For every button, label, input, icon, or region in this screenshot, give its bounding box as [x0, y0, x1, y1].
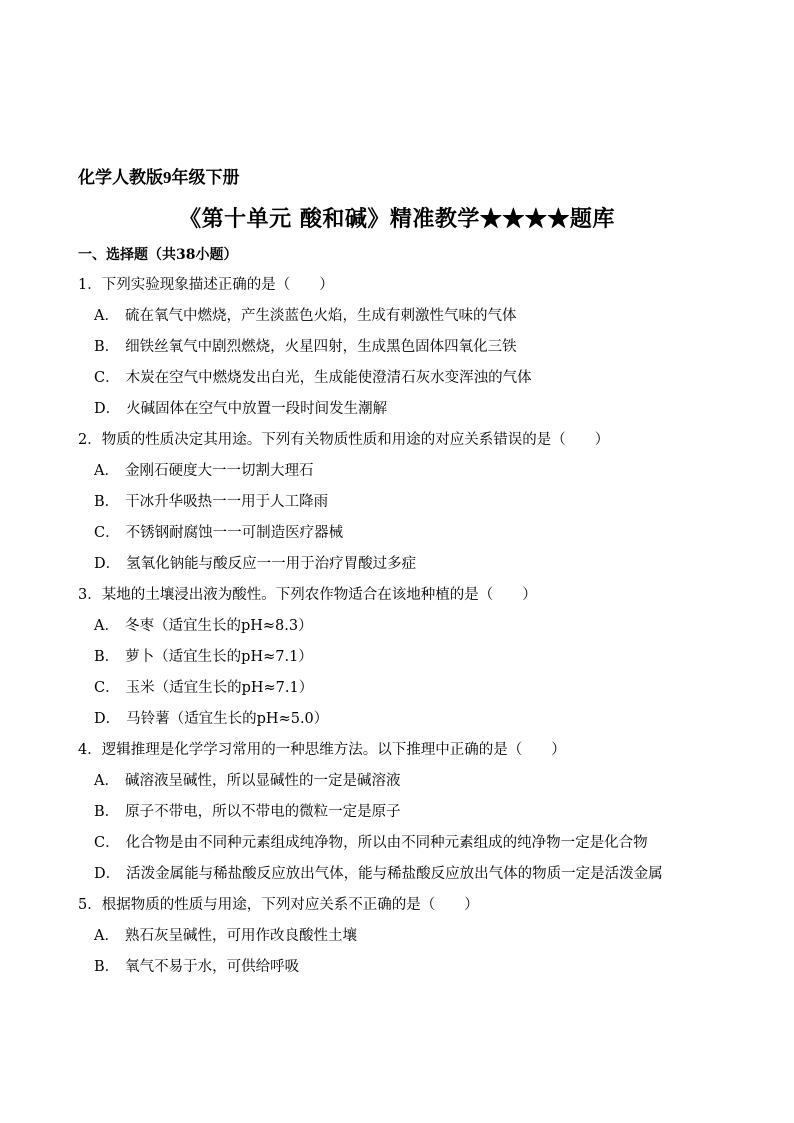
option-c — [78, 828, 738, 859]
option-a — [78, 766, 738, 797]
question-text: 下列实验现象描述正确的是（ ） — [101, 277, 334, 293]
option-text: 干冰升华吸热一一用于人工降雨 — [125, 494, 329, 510]
option-letter: A． — [94, 463, 119, 479]
question-text: 逻辑推理是化学学习常用的一种思维方法。以下推理中正确的是（ ） — [101, 742, 566, 758]
question-text: 物质的性质决定其用途。下列有关物质性质和用途的对应关系错误的是（ ） — [101, 432, 610, 448]
question-list — [78, 270, 738, 983]
option-a — [78, 921, 738, 952]
option-d — [78, 394, 738, 425]
question-stem — [78, 735, 738, 766]
option-letter: D． — [94, 711, 121, 727]
option-text: 玉米（适宜生长的pH≈7.1） — [125, 680, 314, 696]
option-text: 冬枣（适宜生长的pH≈8.3） — [124, 618, 313, 634]
question-1 — [78, 270, 738, 425]
section-heading: 一、选择题（共38小题） — [78, 247, 238, 263]
option-d — [78, 549, 738, 580]
question-stem — [78, 425, 738, 456]
question-2 — [78, 425, 738, 580]
option-b — [78, 332, 738, 363]
option-a — [78, 301, 738, 332]
question-stem — [78, 580, 738, 611]
question-stem — [78, 890, 738, 921]
question-number: 4． — [78, 742, 102, 758]
option-letter: C． — [94, 680, 120, 696]
option-text: 氢氧化钠能与酸反应一一用于治疗胃酸过多症 — [126, 556, 417, 572]
option-letter: B． — [94, 649, 120, 665]
question-text: 某地的土壤浸出液为酸性。下列农作物适合在该地种植的是（ ） — [101, 587, 537, 603]
option-b — [78, 797, 738, 828]
option-a — [78, 611, 738, 642]
option-text: 熟石灰呈碱性，可用作改良酸性土壤 — [124, 928, 357, 944]
option-text: 原子不带电，所以不带电的微粒一定是原子 — [125, 804, 401, 820]
question-3 — [78, 580, 738, 735]
option-c — [78, 518, 738, 549]
option-text: 金刚石硬度大一一切割大理石 — [124, 463, 314, 479]
option-c — [78, 673, 738, 704]
option-text: 细铁丝氧气中剧烈燃烧，火星四射，生成黑色固体四氧化三铁 — [125, 339, 517, 355]
option-letter: A． — [94, 308, 119, 324]
question-5 — [78, 890, 738, 983]
option-letter: A． — [94, 618, 119, 634]
option-d — [78, 859, 738, 890]
question-number: 1． — [78, 277, 102, 293]
question-text: 根据物质的性质与用途，下列对应关系不正确的是（ ） — [101, 897, 479, 913]
page-title: 《第十单元 酸和碱》精准教学★★★★题库 — [179, 206, 615, 232]
option-letter: B． — [94, 804, 120, 820]
option-text: 不锈钢耐腐蚀一一可制造医疗器械 — [125, 525, 344, 541]
option-text: 活泼金属能与稀盐酸反应放出气体，能与稀盐酸反应放出气体的物质一定是活泼金属 — [126, 866, 663, 882]
option-letter: C． — [94, 525, 120, 541]
option-text: 氧气不易于水，可供给呼吸 — [125, 959, 300, 975]
option-letter: D． — [94, 866, 121, 882]
option-letter: C． — [94, 370, 120, 386]
option-letter: C． — [94, 835, 120, 851]
question-number: 2． — [78, 432, 102, 448]
option-letter: A． — [94, 773, 119, 789]
option-a — [78, 456, 738, 487]
option-text: 马铃薯（适宜生长的pH≈5.0） — [126, 711, 329, 727]
option-text: 火碱固体在空气中放置一段时间发生潮解 — [126, 401, 388, 417]
option-b — [78, 952, 738, 983]
option-text: 木炭在空气中燃烧发出白光，生成能使澄清石灰水变浑浊的气体 — [125, 370, 532, 386]
question-4 — [78, 735, 738, 890]
option-letter: B． — [94, 959, 120, 975]
option-letter: D． — [94, 556, 121, 572]
question-number: 3． — [78, 587, 102, 603]
option-text: 硫在氧气中燃烧，产生淡蓝色火焰，生成有刺激性气味的气体 — [124, 308, 517, 324]
option-b — [78, 487, 738, 518]
question-number: 5． — [78, 897, 102, 913]
grade-title: 化学人教版9年级下册 — [78, 168, 240, 187]
question-stem — [78, 270, 738, 301]
option-letter: B． — [94, 494, 120, 510]
option-letter: B． — [94, 339, 120, 355]
option-d — [78, 704, 738, 735]
option-text: 碱溶液呈碱性，所以显碱性的一定是碱溶液 — [124, 773, 401, 789]
option-text: 萝卜（适宜生长的pH≈7.1） — [125, 649, 313, 665]
option-letter: A． — [94, 928, 119, 944]
option-text: 化合物是由不同种元素组成纯净物，所以由不同种元素组成的纯净物一定是化合物 — [125, 835, 648, 851]
option-c — [78, 363, 738, 394]
option-letter: D． — [94, 401, 121, 417]
option-b — [78, 642, 738, 673]
